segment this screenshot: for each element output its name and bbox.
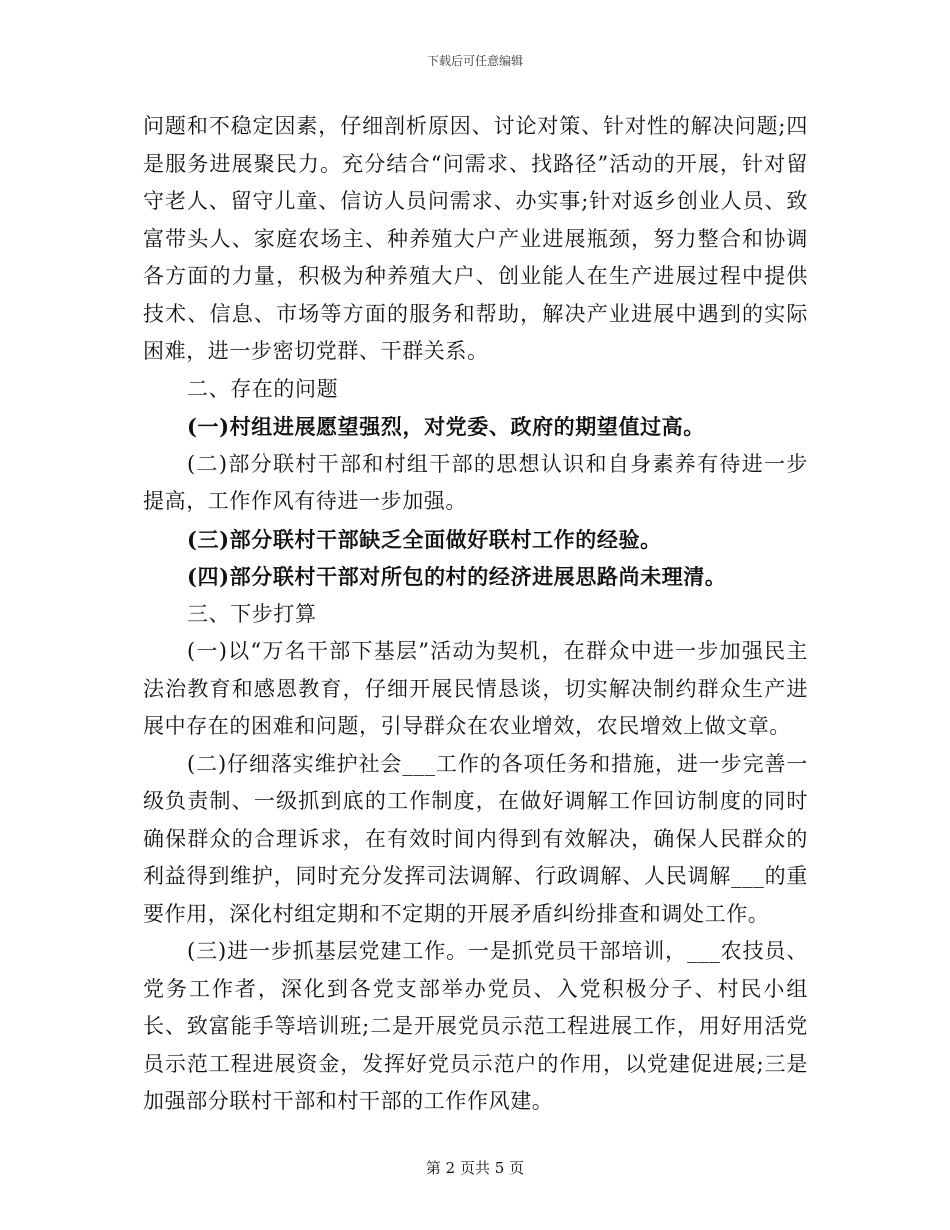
page-header: 下载后可任意编辑 bbox=[426, 54, 523, 68]
plan-item-2: (二)仔细落实维护社会___工作的各项任务和措施，进一步完善一级负责制、一级抓到底的工作制度，在做好调解工作回访制度的同时确保群众的合理诉求，在有效时间内得到有效解决，确保人民群众的利益得到维护，同时充分发挥司法调解、行政调解、人民调解___的重要作用，深化村组定期和不定期的开展矛盾纠纷排查和调处工作。 bbox=[143, 751, 808, 926]
problem-item-1: (一)村组进展愿望强烈，对党委、政府的期望值过高。 bbox=[187, 414, 705, 439]
section-heading-plans: 三、下步打算 bbox=[187, 601, 317, 626]
plan-item-3: (三)进一步抓基层党建工作。一是抓党员干部培训，___农技员、党务工作者，深化到各党支部举办党员、入党积极分子、村民小组长、致富能手等培训班;二是开展党员示范工程进展工作，用好用活党员示范工程进展资金，发挥好党员示范户的作用，以党建促进展;三是加强部分联村干部和村干部的工作作风建。 bbox=[143, 939, 808, 1113]
paragraph-continuation: 问题和不稳定因素，仔细剖析原因、讨论对策、针对性的解决问题;四是服务进展聚民力。充分结合“问需求、找路径”活动的开展，针对留守老人、留守儿童、信访人员问需求、办实事;针对返乡创业人员、致富带头人、家庭农场主、种养殖大户产业进展瓶颈，努力整合和协调各方面的力量，积极为种养殖大户、创业能人在生产进展过程中提供技术、信息、市场等方面的服务和帮助，解决产业进展中遇到的实际困难，进一步密切党群、干群关系。 bbox=[143, 114, 808, 363]
problem-item-4: (四)部分联村干部对所包的村的经济进展思路尚未理清。 bbox=[187, 564, 727, 589]
plan-item-1: (一)以“万名干部下基层”活动为契机，在群众中进一步加强民主法治教育和感恩教育，仔细开展民情恳谈，切实解决制约群众生产进展中存在的困难和问题，引导群众在农业增效，农民增效上做文章。 bbox=[143, 639, 808, 738]
section-heading-problems: 二、存在的问题 bbox=[187, 376, 339, 401]
problem-item-2: (二)部分联村干部和村组干部的思想认识和自身素养有待进一步提高，工作作风有待进一步加强。 bbox=[143, 451, 808, 513]
page-number-footer: 第 2 页共 5 页 bbox=[425, 1159, 525, 1177]
document-body bbox=[143, 108, 808, 1121]
problem-item-3: (三)部分联村干部缺乏全面做好联村工作的经验。 bbox=[187, 526, 662, 552]
